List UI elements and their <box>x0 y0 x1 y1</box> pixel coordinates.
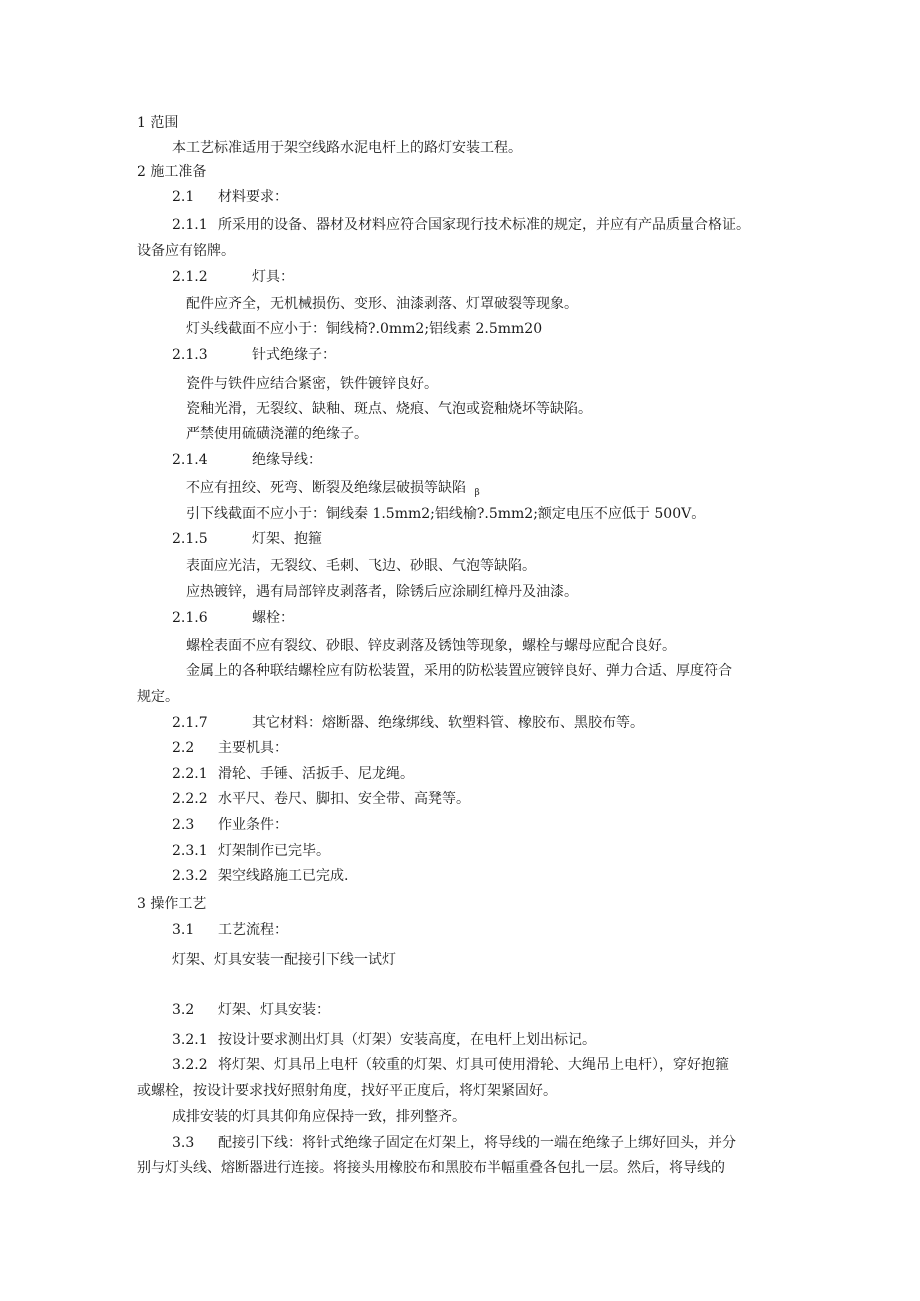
item-2-3-1 <box>172 842 330 860</box>
item-2-1-5-line-2: 应热镀锌，遇有局部锌皮剥落者，除锈后应涂刷红樟丹及油漆。 <box>186 584 578 600</box>
item-text: 针式绝缘子： <box>252 347 336 363</box>
item-text: 绝缘导线： <box>252 452 322 468</box>
item-number: 2.1.3 <box>172 347 208 363</box>
item-2-1-6-line-1: 螺栓表面不应有裂纹、砂眼、锌皮剥落及锈蚀等现象，螺栓与螺母应配合良好。 <box>186 638 676 654</box>
item-number: 2.1.7 <box>172 715 208 731</box>
item-number: 2.3 <box>172 817 195 833</box>
item-2-1-6-line-2-cont: 规定。 <box>137 689 179 705</box>
item-2-2-1 <box>172 765 414 783</box>
item-number: 3.2.2 <box>172 1057 208 1073</box>
item-2-1-3-line-1: 瓷件与铁件应结合紧密，铁件镀锌良好。 <box>186 376 438 392</box>
section-1-heading: 1 范围 <box>137 115 179 131</box>
item-3-2-2 <box>172 1056 729 1074</box>
item-text: 主要机具： <box>218 740 288 756</box>
item-2-1 <box>172 188 288 206</box>
line-text: 不应有扭绞、死弯、断裂及绝缘层破损等缺陷 <box>186 480 466 496</box>
item-3-2-2-paragraph-2: 成排安装的灯具其仰角应保持一致，排列整齐。 <box>172 1109 466 1125</box>
item-2-1-2-line-2: 灯头线截面不应小于：铜线椅?.0mm2;铝线素 2.5mm20 <box>186 321 543 337</box>
item-text: 工艺流程： <box>218 922 288 938</box>
item-3-2-2-cont: 或螺栓，按设计要求找好照射角度，找好平正度后，将灯架紧固好。 <box>137 1083 557 1099</box>
item-2-1-7 <box>172 714 644 732</box>
item-number: 3.3 <box>172 1135 195 1151</box>
item-number: 3.2 <box>172 1002 195 1018</box>
item-2-1-5-line-1: 表面应光洁，无裂纹、毛刺、飞边、砂眼、气泡等缺陷。 <box>186 558 536 574</box>
item-2-1-1-cont: 设备应有铭牌。 <box>137 243 235 259</box>
item-text: 材料要求： <box>218 189 288 205</box>
item-text: 滑轮、手锤、活扳手、尼龙绳。 <box>218 766 414 782</box>
section-2-heading: 2 施工准备 <box>137 164 207 180</box>
item-text: 作业条件： <box>218 817 288 833</box>
item-2-3 <box>172 816 288 834</box>
item-2-1-5 <box>172 530 322 548</box>
item-2-1-3-line-2: 瓷釉光滑，无裂纹、缺釉、斑点、烧痕、气泡或瓷釉烧坏等缺陷。 <box>186 401 592 417</box>
item-text: 灯具： <box>252 269 294 285</box>
item-text: 将灯架、灯具吊上电杆（较重的灯架、灯具可使用滑轮、大绳吊上电杆），穿好抱箍 <box>218 1057 729 1073</box>
item-text: 其它材料：熔断器、绝缘绑线、软塑料管、橡胶布、黑胶布等。 <box>252 715 644 731</box>
item-2-1-4 <box>172 451 322 469</box>
item-2-3-2 <box>172 867 348 885</box>
item-number: 2.3.1 <box>172 843 208 859</box>
item-2-1-3 <box>172 346 336 364</box>
item-text: 灯架、灯具安装： <box>218 1002 330 1018</box>
item-text: 灯架、抱箍 <box>252 531 322 547</box>
item-3-3-cont: 别与灯头线、熔断器进行连接。将接头用橡胶布和黑胶布半幅重叠各包扎一层。然后，将导线的 <box>137 1160 725 1176</box>
item-text: 螺栓： <box>252 610 294 626</box>
item-number: 2.1.1 <box>172 217 208 233</box>
item-2-2-2 <box>172 790 470 808</box>
item-number: 3.2.1 <box>172 1032 208 1048</box>
item-number: 3.1 <box>172 922 195 938</box>
line-mark: β <box>474 488 480 498</box>
item-3-1 <box>172 921 288 939</box>
item-2-1-4-line-2: 引下线截面不应小于：铜线秦 1.5mm2;铝线榆?.5mm2;额定电压不应低于 500V。 <box>186 506 706 522</box>
item-text: 架空线路施工已完成. <box>218 868 349 884</box>
item-3-2-1 <box>172 1031 596 1049</box>
item-2-1-2-line-1: 配件应齐全，无机械损伤、变形、油漆剥落、灯罩破裂等现象。 <box>186 296 578 312</box>
item-text: 按设计要求测出灯具（灯架）安装高度，在电杆上划出标记。 <box>218 1032 596 1048</box>
item-number: 2.1.2 <box>172 269 208 285</box>
item-number: 2.2.1 <box>172 766 208 782</box>
item-3-2 <box>172 1001 330 1019</box>
item-number: 2.3.2 <box>172 868 208 884</box>
item-number: 2.1.6 <box>172 610 208 626</box>
item-number: 2.1.5 <box>172 531 208 547</box>
item-number: 2.2.2 <box>172 791 208 807</box>
item-2-1-1 <box>172 216 750 234</box>
item-2-1-6 <box>172 609 294 627</box>
item-number: 2.2 <box>172 740 195 756</box>
section-3-heading: 3 操作工艺 <box>137 896 207 912</box>
item-text: 所采用的设备、器材及材料应符合国家现行技术标准的规定，并应有产品质量合格证。 <box>218 217 750 233</box>
item-text: 配接引下线：将针式绝缘子固定在灯架上，将导线的一端在绝缘子上绑好回头，并分 <box>218 1135 736 1151</box>
item-number: 2.1 <box>172 189 195 205</box>
item-2-1-3-line-3: 严禁使用硫磺浇灌的绝缘子。 <box>186 426 368 442</box>
item-2-1-2 <box>172 268 294 286</box>
item-3-3 <box>172 1134 736 1152</box>
item-text: 灯架制作已完毕。 <box>218 843 330 859</box>
section-1-paragraph: 本工艺标准适用于架空线路水泥电杆上的路灯安装工程。 <box>172 140 522 156</box>
process-flow: 灯架、灯具安装一配接引下线一试灯 <box>172 952 396 968</box>
item-2-1-4-line-1 <box>186 479 480 502</box>
item-2-1-6-line-2: 金属上的各种联结螺栓应有防松装置，采用的防松装置应镀锌良好、弹力合适、厚度符合 <box>186 663 732 679</box>
item-number: 2.1.4 <box>172 452 208 468</box>
item-2-2 <box>172 739 288 757</box>
item-text: 水平尺、卷尺、脚扣、安全带、高凳等。 <box>218 791 470 807</box>
